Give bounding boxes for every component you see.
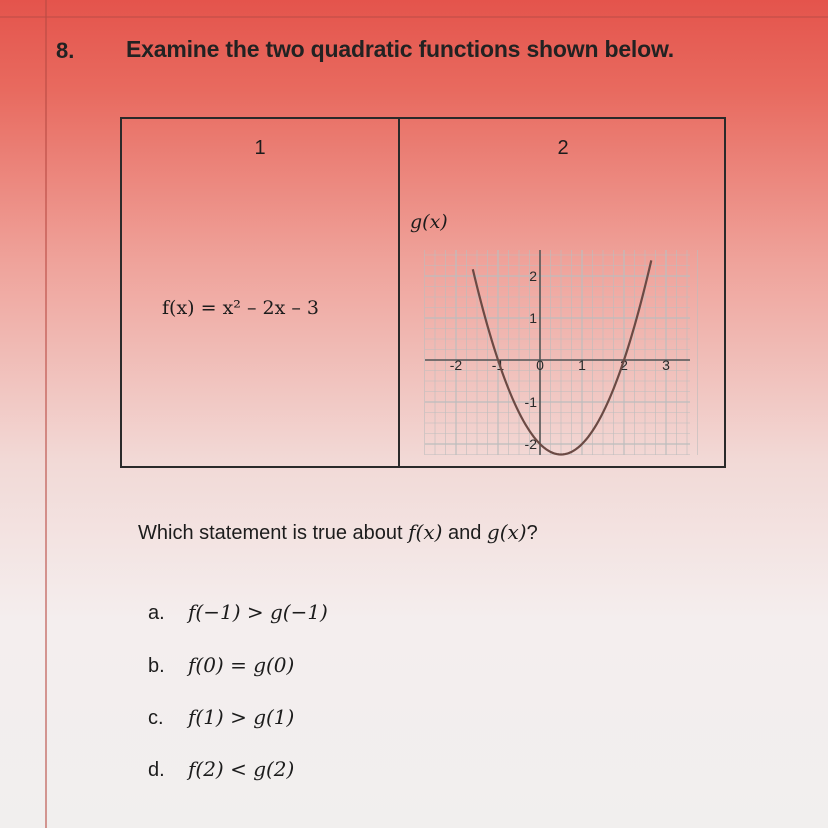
choice-d[interactable] xyxy=(148,757,294,782)
x-tick-label: -2 xyxy=(449,357,463,373)
x-tick-label: 0 xyxy=(536,357,544,373)
page-top-rule xyxy=(0,16,828,18)
x-tick-label: 1 xyxy=(578,357,586,373)
choice-a[interactable] xyxy=(148,600,328,625)
x-tick-label: 2 xyxy=(620,357,628,373)
question-text: Examine the two quadratic functions shown below. xyxy=(126,36,674,62)
y-tick-label: 1 xyxy=(529,310,537,326)
question-prompt xyxy=(138,520,538,545)
choice-c[interactable] xyxy=(148,705,294,730)
x-tick-label: -1 xyxy=(491,357,505,373)
prompt-f: f(x) xyxy=(408,520,443,544)
choice-letter: b. xyxy=(148,655,165,677)
prompt-g: g(x) xyxy=(486,520,527,544)
y-tick-label: -1 xyxy=(524,394,537,410)
y-tick-label: -2 xyxy=(524,436,537,452)
prompt-text-before: Which statement is true about xyxy=(138,522,409,544)
choice-expression: f(−1) > g(−1) xyxy=(188,600,328,624)
choice-expression: f(0) = g(0) xyxy=(188,653,295,677)
column-1-header: 1 xyxy=(254,137,266,159)
x-tick-label: 3 xyxy=(662,357,670,373)
f-equation: f(x) = x² – 2x – 3 xyxy=(162,297,319,319)
question-number: 8. xyxy=(56,38,75,63)
graph-grid xyxy=(420,250,700,455)
column-2-header: 2 xyxy=(557,137,569,159)
y-tick-label: 2 xyxy=(529,268,537,284)
choice-expression: f(1) > g(1) xyxy=(188,705,295,729)
table-divider xyxy=(398,119,400,466)
choice-expression: f(2) < g(2) xyxy=(188,757,295,781)
choice-letter: d. xyxy=(148,759,165,781)
prompt-text-middle: and xyxy=(442,522,487,544)
g-graph xyxy=(420,240,700,460)
page-margin-line xyxy=(45,0,47,828)
choice-letter: a. xyxy=(148,602,165,624)
prompt-text-after: ? xyxy=(526,522,538,544)
g-graph-label: g(x) xyxy=(410,211,448,233)
choice-letter: c. xyxy=(148,707,164,729)
graph-axes xyxy=(425,250,690,455)
choice-b[interactable] xyxy=(148,653,294,678)
